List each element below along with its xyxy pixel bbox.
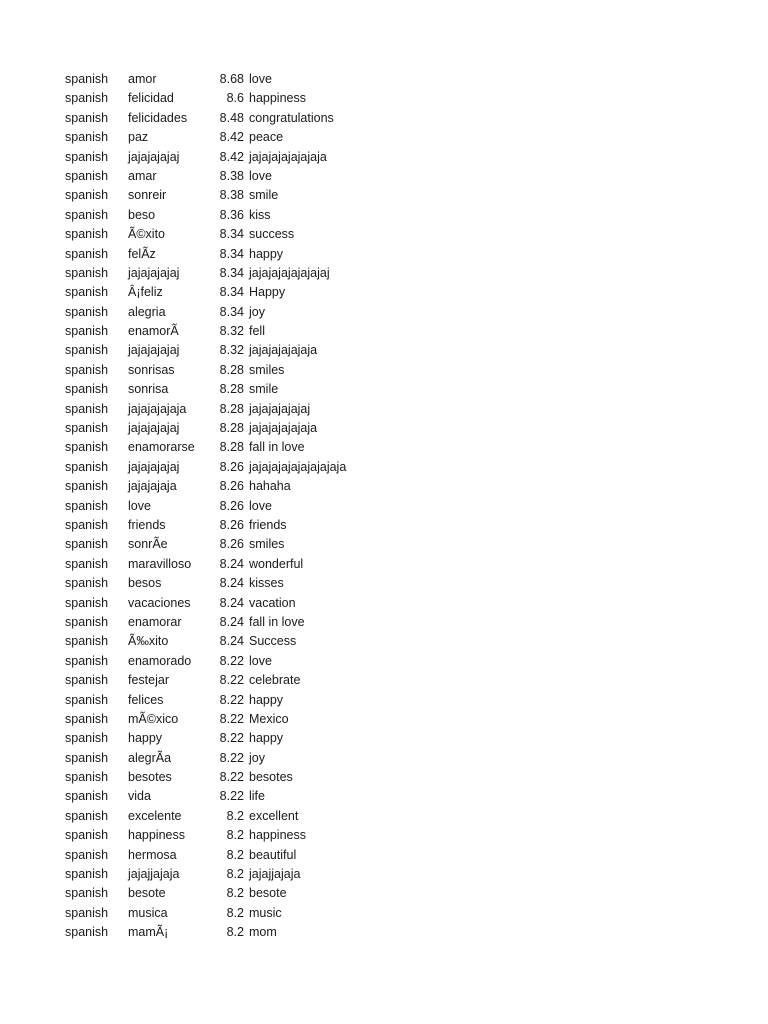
translation-cell: jajajajajajajajajaja [249, 459, 347, 474]
language-cell: spanish [65, 382, 109, 397]
table-row [0, 303, 768, 322]
score-cell: 8.22 [219, 673, 244, 688]
table-row [0, 167, 768, 186]
word-cell: jajajajaja [128, 479, 177, 494]
table-row [0, 749, 768, 768]
translation-cell: jajajajajajaj [249, 401, 311, 416]
score-cell: 8.22 [219, 770, 244, 785]
language-cell: spanish [65, 72, 109, 86]
score-cell: 8.22 [219, 653, 244, 668]
translation-cell: smile [249, 188, 279, 203]
table-row [0, 826, 768, 845]
word-cell: enamorÃ [128, 324, 179, 339]
score-cell: 8.26 [219, 498, 244, 513]
score-cell: 8.26 [219, 459, 244, 474]
score-cell: 8.26 [219, 517, 244, 532]
language-cell: spanish [65, 634, 109, 649]
language-cell: spanish [65, 673, 109, 688]
word-cell: jajajajajaj [128, 421, 180, 436]
score-cell: 8.28 [219, 382, 244, 397]
translation-cell: happiness [249, 91, 306, 106]
table-row [0, 148, 768, 167]
translation-cell: jajajajajajaja [249, 343, 318, 358]
table-row [0, 768, 768, 787]
language-cell: spanish [65, 401, 109, 416]
table-row [0, 865, 768, 884]
word-cell: musica [128, 905, 168, 920]
language-cell: spanish [65, 905, 109, 920]
score-cell: 8.36 [219, 207, 244, 222]
translation-cell: love [249, 72, 272, 86]
table-row [0, 206, 768, 225]
language-cell: spanish [65, 556, 109, 571]
table-row [0, 109, 768, 128]
translation-cell: happy [249, 692, 284, 707]
word-cell: love [128, 498, 151, 513]
language-cell: spanish [65, 731, 109, 746]
score-cell: 8.2 [226, 847, 244, 862]
table-row [0, 245, 768, 264]
table-row [0, 361, 768, 380]
score-cell: 8.22 [219, 692, 244, 707]
language-cell: spanish [65, 110, 109, 125]
word-cell: sonrisas [128, 362, 175, 377]
table-row [0, 904, 768, 923]
translation-cell: Success [249, 634, 297, 649]
table-row [0, 380, 768, 399]
language-cell: spanish [65, 925, 109, 940]
score-cell: 8.68 [219, 72, 244, 86]
translation-cell: fall in love [249, 440, 305, 455]
word-cell: jajajajajaj [128, 149, 180, 164]
score-cell: 8.26 [219, 479, 244, 494]
word-cell: felÃz [128, 246, 156, 261]
translation-cell: kiss [249, 207, 271, 222]
translation-cell: jajajajajajajaja [249, 149, 327, 164]
score-cell: 8.38 [219, 188, 244, 203]
translation-cell: happy [249, 246, 284, 261]
table-row [0, 729, 768, 748]
word-cell: Ã‰xito [128, 634, 169, 649]
translation-cell: Happy [249, 285, 286, 300]
language-cell: spanish [65, 246, 109, 261]
word-cell: jajajajajaj [128, 459, 180, 474]
translation-cell: happy [249, 731, 284, 746]
language-cell: spanish [65, 614, 109, 629]
translation-cell: life [249, 789, 265, 804]
translation-cell: hahaha [249, 479, 291, 494]
language-cell: spanish [65, 479, 109, 494]
score-cell: 8.34 [219, 246, 244, 261]
score-cell: 8.2 [226, 867, 244, 882]
table-row [0, 283, 768, 302]
word-cell: enamorar [128, 614, 182, 629]
language-cell: spanish [65, 188, 109, 203]
translation-cell: love [249, 168, 272, 183]
score-cell: 8.24 [219, 595, 244, 610]
translation-cell: beautiful [249, 847, 297, 862]
word-cell: vacaciones [128, 595, 191, 610]
score-cell: 8.24 [219, 634, 244, 649]
score-cell: 8.34 [219, 285, 244, 300]
word-cell: sonrÃe [128, 537, 168, 552]
translation-cell: friends [249, 517, 287, 532]
language-cell: spanish [65, 91, 109, 106]
score-cell: 8.22 [219, 711, 244, 726]
score-cell: 8.32 [219, 343, 244, 358]
translation-cell: peace [249, 130, 284, 145]
language-cell: spanish [65, 808, 109, 823]
language-cell: spanish [65, 149, 109, 164]
table-row [0, 652, 768, 671]
score-cell: 8.24 [219, 614, 244, 629]
language-cell: spanish [65, 692, 109, 707]
language-cell: spanish [65, 517, 109, 532]
score-cell: 8.28 [219, 362, 244, 377]
translation-cell: smiles [249, 537, 285, 552]
table-row [0, 923, 768, 942]
word-cell: festejar [128, 673, 169, 688]
table-row [0, 497, 768, 516]
language-cell: spanish [65, 168, 109, 183]
table-row [0, 691, 768, 710]
translation-cell: jajajajajajajajaj [249, 265, 330, 280]
table-row [0, 516, 768, 535]
word-cell: felicidad [128, 91, 174, 106]
word-cell: happy [128, 731, 163, 746]
language-cell: spanish [65, 207, 109, 222]
translation-cell: love [249, 498, 272, 513]
table-row [0, 322, 768, 341]
word-cell: jajajajajaj [128, 343, 180, 358]
translation-cell: excellent [249, 808, 299, 823]
language-cell: spanish [65, 440, 109, 455]
table-row [0, 225, 768, 244]
translation-cell: smile [249, 382, 279, 397]
language-cell: spanish [65, 711, 109, 726]
table-row [0, 341, 768, 360]
word-cell: paz [128, 130, 149, 145]
table-row [0, 632, 768, 651]
word-table [0, 70, 768, 943]
table-row [0, 884, 768, 903]
score-cell: 8.34 [219, 265, 244, 280]
word-cell: jajajajajaja [128, 401, 187, 416]
score-cell: 8.28 [219, 421, 244, 436]
translation-cell: congratulations [249, 110, 334, 125]
translation-cell: smiles [249, 362, 285, 377]
score-cell: 8.22 [219, 731, 244, 746]
score-cell: 8.32 [219, 324, 244, 339]
table-row [0, 613, 768, 632]
translation-cell: vacation [249, 595, 296, 610]
score-cell: 8.2 [226, 925, 244, 940]
table-row [0, 787, 768, 806]
score-cell: 8.42 [219, 149, 244, 164]
translation-cell: fell [249, 324, 265, 339]
translation-cell: music [249, 905, 282, 920]
language-cell: spanish [65, 459, 109, 474]
word-cell: enamorado [128, 653, 192, 668]
score-cell: 8.48 [219, 110, 244, 125]
translation-cell: kisses [249, 576, 284, 591]
language-cell: spanish [65, 130, 109, 145]
language-cell: spanish [65, 324, 109, 339]
word-cell: jajajajajaj [128, 265, 180, 280]
translation-cell: jajajajajajaja [249, 421, 318, 436]
score-cell: 8.2 [226, 808, 244, 823]
table-row [0, 400, 768, 419]
table-row [0, 846, 768, 865]
language-cell: spanish [65, 421, 109, 436]
score-cell: 8.24 [219, 556, 244, 571]
word-cell: amar [128, 168, 157, 183]
table-row [0, 594, 768, 613]
table-row [0, 128, 768, 147]
table-row [0, 555, 768, 574]
word-cell: excelente [128, 808, 182, 823]
word-cell: sonrisa [128, 382, 169, 397]
word-cell: amor [128, 72, 157, 86]
word-cell: jajajjajaja [128, 867, 180, 882]
table-row [0, 535, 768, 554]
score-cell: 8.34 [219, 304, 244, 319]
translation-cell: Mexico [249, 711, 289, 726]
language-cell: spanish [65, 537, 109, 552]
translation-cell: besotes [249, 770, 293, 785]
table-row [0, 89, 768, 108]
word-cell: besote [128, 886, 166, 901]
word-cell: sonreir [128, 188, 167, 203]
translation-cell: love [249, 653, 272, 668]
language-cell: spanish [65, 343, 109, 358]
language-cell: spanish [65, 789, 109, 804]
translation-cell: besote [249, 886, 287, 901]
score-cell: 8.2 [226, 828, 244, 843]
translation-cell: celebrate [249, 673, 301, 688]
language-cell: spanish [65, 770, 109, 785]
table-row [0, 438, 768, 457]
language-cell: spanish [65, 595, 109, 610]
table-row [0, 710, 768, 729]
word-cell: vida [128, 789, 151, 804]
score-cell: 8.6 [226, 91, 244, 106]
word-cell: enamorarse [128, 440, 195, 455]
word-cell: friends [128, 517, 166, 532]
score-cell: 8.2 [226, 905, 244, 920]
score-cell: 8.22 [219, 789, 244, 804]
language-cell: spanish [65, 362, 109, 377]
table-row [0, 186, 768, 205]
word-cell: alegria [128, 304, 166, 319]
word-cell: beso [128, 207, 156, 222]
language-cell: spanish [65, 750, 109, 765]
score-cell: 8.26 [219, 537, 244, 552]
word-cell: felices [128, 692, 164, 707]
translation-cell: fall in love [249, 614, 305, 629]
score-cell: 8.34 [219, 227, 244, 242]
score-cell: 8.22 [219, 750, 244, 765]
word-cell: besos [128, 576, 162, 591]
table-row [0, 458, 768, 477]
translation-cell: happiness [249, 828, 306, 843]
language-cell: spanish [65, 847, 109, 862]
word-cell: happiness [128, 828, 185, 843]
language-cell: spanish [65, 265, 109, 280]
word-cell: maravilloso [128, 556, 192, 571]
table-row [0, 70, 768, 89]
score-cell: 8.24 [219, 576, 244, 591]
translation-cell: joy [249, 304, 265, 319]
score-cell: 8.2 [226, 886, 244, 901]
word-cell: mÃ©xico [128, 711, 179, 726]
table-row [0, 477, 768, 496]
language-cell: spanish [65, 285, 109, 300]
score-cell: 8.28 [219, 440, 244, 455]
language-cell: spanish [65, 867, 109, 882]
word-cell: besotes [128, 770, 172, 785]
word-cell: Ã©xito [128, 227, 165, 242]
score-cell: 8.38 [219, 168, 244, 183]
language-cell: spanish [65, 304, 109, 319]
translation-cell: joy [249, 750, 265, 765]
translation-cell: jajajjajaja [249, 867, 301, 882]
word-cell: Â¡feliz [128, 285, 163, 300]
score-cell: 8.28 [219, 401, 244, 416]
language-cell: spanish [65, 227, 109, 242]
language-cell: spanish [65, 576, 109, 591]
word-cell: mamÃ¡ [128, 925, 169, 940]
language-cell: spanish [65, 886, 109, 901]
language-cell: spanish [65, 498, 109, 513]
word-cell: hermosa [128, 847, 177, 862]
word-cell: felicidades [128, 110, 188, 125]
table-row [0, 574, 768, 593]
language-cell: spanish [65, 828, 109, 843]
language-cell: spanish [65, 653, 109, 668]
table-row [0, 419, 768, 438]
translation-cell: mom [249, 925, 277, 940]
translation-cell: wonderful [249, 556, 304, 571]
table-row [0, 807, 768, 826]
word-cell: alegrÃa [128, 750, 172, 765]
table-row [0, 671, 768, 690]
translation-cell: success [249, 227, 295, 242]
score-cell: 8.42 [219, 130, 244, 145]
table-row [0, 264, 768, 283]
